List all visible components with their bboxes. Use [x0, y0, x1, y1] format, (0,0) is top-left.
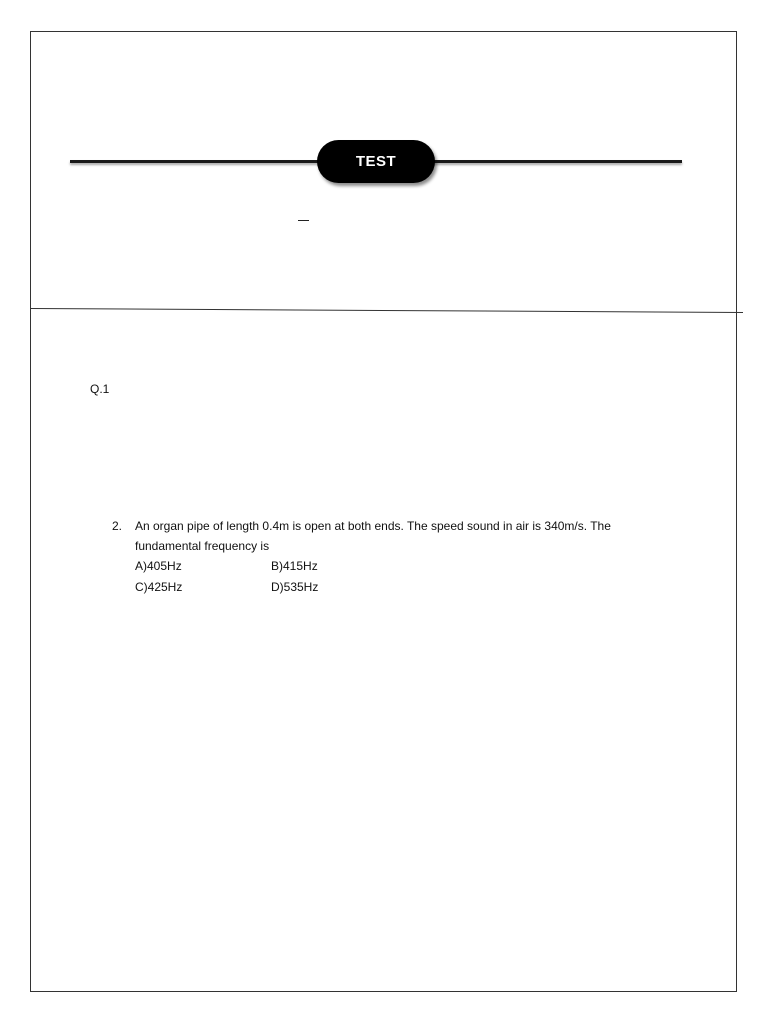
question-2-text-line-2: fundamental frequency is: [135, 539, 270, 553]
option-d: D)535Hz: [271, 580, 319, 594]
question-2-text-line-1: An organ pipe of length 0.4m is open at both ends. The speed sound in air is 340m/s. The: [135, 519, 611, 533]
page-title: TEST: [355, 153, 397, 170]
question-2-number: 2.: [112, 519, 123, 533]
option-c: C)425Hz: [135, 580, 183, 594]
option-a: A)405Hz: [135, 559, 182, 573]
question-2-body: [135, 516, 655, 556]
title-badge: [317, 140, 435, 183]
question-1-label: Q.1: [90, 382, 110, 396]
title-rule-left: [70, 160, 320, 163]
title-rule-right: [432, 160, 682, 163]
dash-mark: [298, 220, 309, 221]
option-b: B)415Hz: [271, 559, 318, 573]
